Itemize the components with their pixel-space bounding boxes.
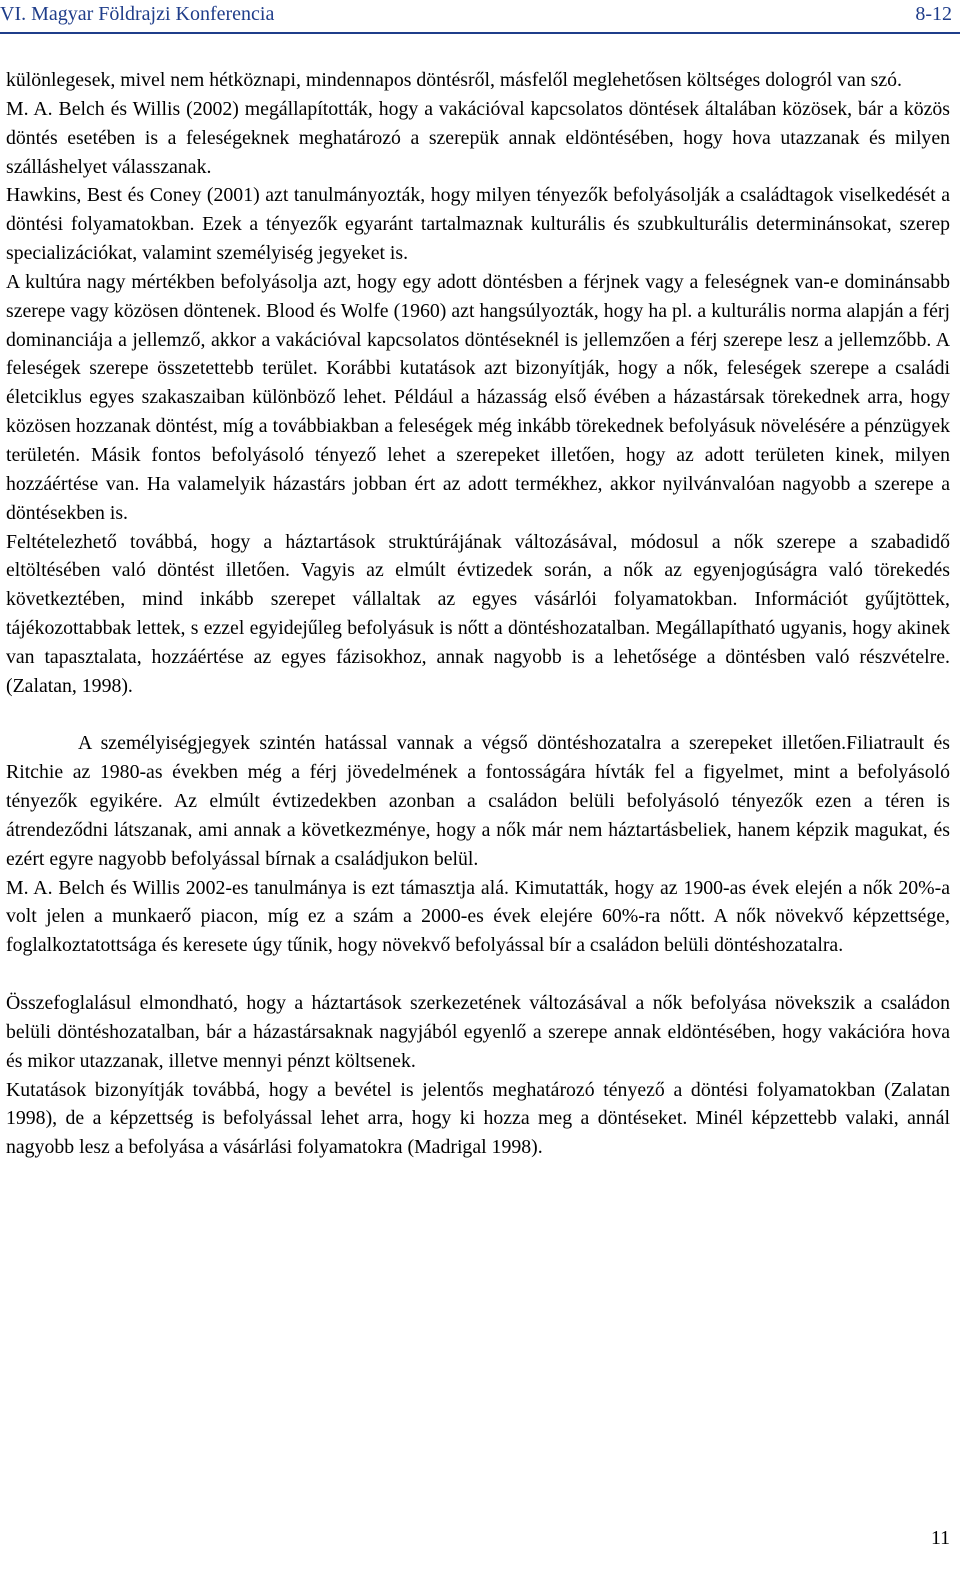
paragraph-household-structure: Feltételezhető továbbá, hogy a háztartások struktúrájának változásával, módosul a nők szerepe a szabadidő eltöltésében való döntést illetően. Vagyis az elmúlt évtizedek során, a nők az egyenjogúságra való törekedés következtében, mind inkább szerepet vállaltak az egyes vásárlói folyamatokban. Információt gyűjtöttek, tájékozottabbak lettek, s ezzel egyidejűleg befolyásuk is nőtt a döntéshozatalban. Megállapítható ugyanis, hogy akinek van tapasztalata, hozzáértése az egyes fázisokhoz, annak nagyobb is a lehetősége a döntésben való részvételre. (Zalatan, 1998). xyxy=(6,530,950,697)
header-page-ref: 8-12 xyxy=(915,3,952,25)
page-number: 11 xyxy=(930,1527,950,1549)
paragraph-gap xyxy=(6,701,950,730)
paragraph-hawkins: Hawkins, Best és Coney (2001) azt tanulmányozták, hogy milyen tényezők befolyásolják a családtagok viselkedését a döntési folyamatokban. Ezek a tényezők egyaránt tartalmaznak kulturális és szubkulturális determinánsokat, szerep specializációkat, valamint személyiség jegyeket is. xyxy=(6,184,950,265)
paragraph-personality: A személyiségjegyek szintén hatással vannak a végső döntéshozatalra a szerepeket illetően.Filiatrault és Ritchie az 1980-as években még a férj jövedelmének a fontosságára hívták fel a figyelmet, mint a befolyásoló tényezők egyikére. Az elmúlt évtizedekben azonban a családon belüli befolyásoló tényezők ezen a téren is átrendeződni látszanak, ami annak a következménye, hogy a nők már nem háztartásbeliek, hanem képzik magukat, és ezért egyre nagyobb befolyással bírnak a családjukon belül. xyxy=(6,732,950,870)
document-body xyxy=(6,66,950,1162)
paragraph-belch-willis-2002: M. A. Belch és Willis 2002-es tanulmánya is ezt támasztja alá. Kimutatták, hogy az 1900-as évek elején a nők 20%-a volt jelen a munkaerő piacon, míg ez a szám a 2000-es évek elejére 60%-ra nőtt. A nők növekvő képzettsége, foglalkoztatottsága és keresete úgy tűnik, hogy növekvő befolyással bír a családon belüli döntéshozatalra. xyxy=(6,876,950,957)
paragraph-income: Kutatások bizonyítják továbbá, hogy a bevétel is jelentős meghatározó tényező a döntési folyamatokban (Zalatan 1998), de a képzettség is befolyással lehet arra, hogy ki hozza meg a döntéseket. Minél képzettebb valaki, annál nagyobb lesz a befolyása a vásárlási folyamatokra (Madrigal 1998). xyxy=(6,1078,950,1159)
paragraph-continuation: különlegesek, mivel nem hétköznapi, mindennapos döntésről, másfelől meglehetősen költséges dologról van szó. xyxy=(6,69,902,91)
header-title: VI. Magyar Földrajzi Konferencia xyxy=(0,3,275,25)
paragraph-belch-willis: M. A. Belch és Willis (2002) megállapították, hogy a vakációval kapcsolatos döntések általában közösek, bár a közös döntés esetében is a feleségeknek meghatározó a szerepük annak eldöntésében, hogy hova utazzanak és milyen szálláshelyet válasszanak. xyxy=(6,97,950,178)
paragraph-culture: A kultúra nagy mértékben befolyásolja azt, hogy egy adott döntésben a férjnek vagy a feleségnek van-e dominánsabb szerepe vagy közösen döntenek. Blood és Wolfe (1960) azt hangsúlyozták, hogy ha pl. a kulturális norma alapján a férj dominanciája a jellemző, akkor a vakációval kapcsolatos döntéseknél is jellemzően a férj szerepe lesz a jellemzőbb. A feleségek szerepe összetettebb terület. Korábbi kutatások azt bizonyítják, hogy a nők, feleségek szerepe a családi életciklus egyes szakaszaiban különböző lehet. Például a házasság első évében a házastársak törekednek arra, hogy közösen hozzanak döntést, míg a továbbiakban a feleségek még inkább törekednek befolyásuk növelésére a pénzügyek területén. Másik fontos befolyásoló tényező lehet a szerepeket illetően, hogy az adott területen kinek, milyen hozzáértése van. Ha valamelyik házastárs jobban ért az adott termékhez, akkor nyilvánvalóan nagyobb a szerepe a döntésekben is. xyxy=(6,270,950,524)
header-rule xyxy=(0,32,960,34)
paragraph-summary: Összefoglalásul elmondható, hogy a háztartások szerkezetének változásával a nők befolyása növekszik a családon belüli döntéshozatalban, bár a házastársaknak nagyjából egyenlő a szerepe annak eldöntésében, hogy vakációra hova és mikor utazzanak, illetve mennyi pénzt költsenek. xyxy=(6,992,950,1072)
running-header xyxy=(0,0,960,34)
paragraph-gap xyxy=(6,960,950,989)
